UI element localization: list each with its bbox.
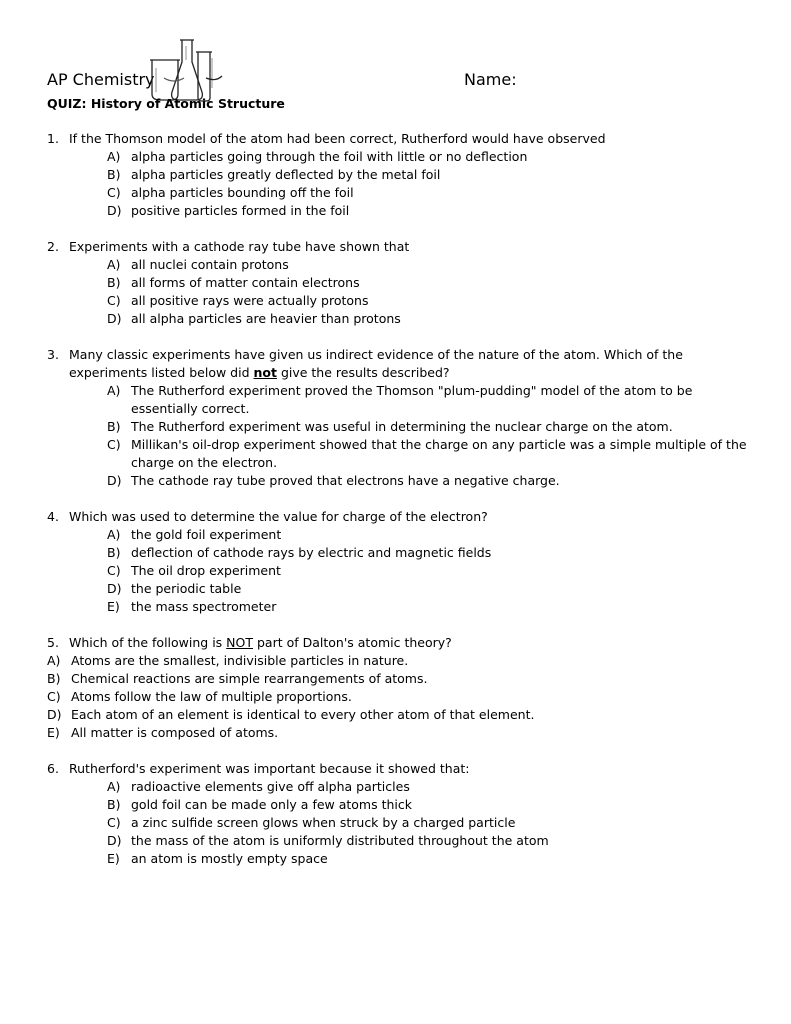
question-6 (47, 760, 757, 868)
course-title: AP Chemistry (47, 70, 155, 89)
question-stem: If the Thomson model of the atom had been correct, Rutherford would have observed (69, 131, 606, 146)
question-stem: Rutherford's experiment was important because it showed that: (69, 761, 470, 776)
answer-option: A) radioactive elements give off alpha particles (107, 779, 410, 794)
answer-option: B) all forms of matter contain electrons (107, 275, 360, 290)
question-2 (47, 238, 757, 328)
answer-option: E) an atom is mostly empty space (107, 851, 328, 866)
answer-option: A) the gold foil experiment (107, 527, 282, 542)
answer-option: A) Atoms are the smallest, indivisible particles in nature. (47, 653, 409, 668)
answer-option: D) The cathode ray tube proved that electrons have a negative charge. (107, 473, 560, 488)
answer-option: A) all nuclei contain protons (107, 257, 289, 272)
question-1 (47, 130, 757, 220)
question-number: 6. (47, 761, 59, 776)
answer-option: B) Chemical reactions are simple rearrangements of atoms. (47, 671, 428, 686)
answer-option: D) all alpha particles are heavier than protons (107, 311, 401, 326)
question-number: 2. (47, 239, 59, 254)
question-number: 1. (47, 131, 59, 146)
answer-option: D) the mass of the atom is uniformly distributed throughout the atom (107, 833, 549, 848)
question-5 (47, 634, 757, 742)
answer-option: E) All matter is composed of atoms. (47, 725, 279, 740)
question-number: 4. (47, 509, 59, 524)
answer-option: B) alpha particles greatly deflected by the metal foil (107, 167, 441, 182)
answer-option: C) Millikan's oil-drop experiment showed that the charge on any particle was a simple multiple of the charge on the electron. (107, 437, 747, 470)
answer-option: C) The oil drop experiment (107, 563, 281, 578)
answer-option: C) Atoms follow the law of multiple proportions. (47, 689, 352, 704)
answer-option: B) deflection of cathode rays by electric and magnetic fields (107, 545, 492, 560)
question-stem: Which of the following is NOT part of Dalton's atomic theory? (69, 635, 452, 650)
answer-option: D) the periodic table (107, 581, 242, 596)
quiz-title: QUIZ: History of Atomic Structure (47, 96, 285, 111)
question-3 (47, 346, 757, 490)
answer-option: B) gold foil can be made only a few atoms thick (107, 797, 413, 812)
answer-option: A) The Rutherford experiment proved the Thomson "plum-pudding" model of the atom to be essentially correct. (107, 383, 693, 416)
answer-option: D) positive particles formed in the foil (107, 203, 350, 218)
question-stem: Experiments with a cathode ray tube have shown that (69, 239, 410, 254)
question-4 (47, 508, 757, 616)
name-label: Name: (464, 70, 517, 89)
question-number: 5. (47, 635, 59, 650)
question-stem: Many classic experiments have given us indirect evidence of the nature of the atom. Which of the experiments listed below did not give the results described? (69, 347, 683, 380)
question-stem: Which was used to determine the value for charge of the electron? (69, 509, 488, 524)
answer-option: A) alpha particles going through the foil with little or no deflection (107, 149, 528, 164)
emphasis-not: not (253, 365, 277, 380)
answer-option: C) alpha particles bounding off the foil (107, 185, 354, 200)
emphasis-not: NOT (226, 635, 253, 650)
answer-option: B) The Rutherford experiment was useful in determining the nuclear charge on the atom. (107, 419, 673, 434)
lab-glassware-icon (146, 38, 224, 102)
answer-option: C) a zinc sulfide screen glows when struck by a charged particle (107, 815, 516, 830)
question-number: 3. (47, 347, 59, 362)
answer-option: E) the mass spectrometer (107, 599, 277, 614)
answer-option: C) all positive rays were actually protons (107, 293, 369, 308)
answer-option: D) Each atom of an element is identical to every other atom of that element. (47, 707, 535, 722)
